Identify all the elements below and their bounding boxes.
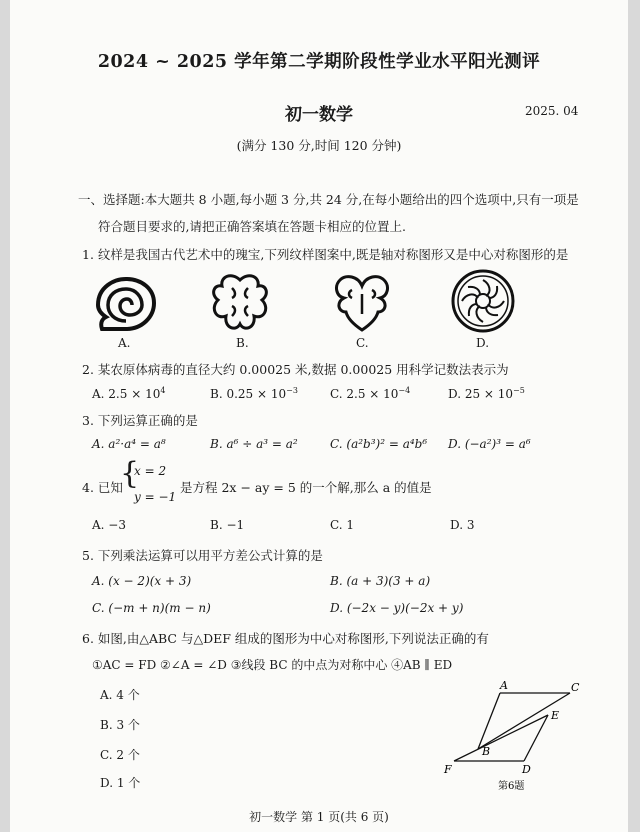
question-6-stem: 6. 如图,由△ABC 与△DEF 组成的图形为中心对称图形,下列说法正确的有 (82, 631, 489, 646)
subject-title: 初一数学 (285, 105, 353, 125)
exam-page (10, 0, 628, 832)
q3-option-c: C. (a²b³)² = a⁴b⁶ (330, 437, 428, 451)
q5-option-b: B. (a + 3)(3 + a) (330, 574, 431, 588)
label-d: D (522, 763, 531, 776)
pattern-a-figure (92, 275, 160, 335)
q5-option-d: D. (−2x − y)(−2x + y) (330, 601, 464, 615)
label-a: A (500, 679, 508, 692)
label-b: B (482, 745, 491, 758)
q5-option-a: A. (x − 2)(x + 3) (92, 574, 192, 588)
q1-option-b: B. (236, 336, 249, 350)
q1-option-c: C. (356, 336, 369, 350)
q3-option-d: D. (−a²)³ = a⁶ (448, 437, 531, 451)
q5-option-c: C. (−m + n)(m − n) (92, 601, 211, 615)
q2-option-a: A. $2.5 \times 10^4$ (92, 386, 166, 401)
q4-option-b: B. −1 (210, 518, 245, 532)
q6-statements: ①AC = FD ②∠A = ∠D ③线段 BC 的中点为对称中心 ④AB ∥ ED (92, 658, 453, 672)
q4-equation-y: y = −1 (134, 490, 177, 504)
q6-geometry-figure (440, 679, 590, 795)
exam-date: 2025. 04 (525, 104, 579, 118)
question-4-suffix: 是方程 2x − ay = 5 的一个解,那么 a 的值是 (180, 480, 432, 495)
label-c: C (571, 681, 580, 694)
exam-title: 2024 ~ 2025 学年第二学期阶段性学业水平阳光测评 (97, 52, 541, 72)
label-f: F (444, 763, 452, 776)
q1-option-d: D. (476, 336, 490, 350)
q4-equation-x: x = 2 (134, 464, 167, 478)
section-intro-line2: 符合题目要求的,请把正确答案填在答题卡相应的位置上. (98, 219, 406, 234)
q6-option-c: C. 2 个 (100, 748, 140, 762)
segment-fe (454, 715, 548, 761)
question-4-prefix: 4. 已知 (82, 480, 123, 495)
score-info: (满分 130 分,时间 120 分钟) (236, 138, 402, 153)
pattern-c-figure (330, 270, 394, 334)
q4-option-a: A. −3 (92, 518, 126, 532)
q6-option-b: B. 3 个 (100, 718, 140, 732)
q3-option-b: B. a⁶ ÷ a³ = a² (210, 437, 298, 451)
pattern-d-figure (450, 268, 516, 334)
system-brace: { (120, 456, 140, 491)
q1-option-a: A. (118, 336, 131, 350)
q2-option-c: C. $2.5 \times 10^{-4}$ (330, 386, 411, 401)
question-3-stem: 3. 下列运算正确的是 (82, 413, 198, 428)
section-intro-line1: 一、选择题:本大题共 8 小题,每小题 3 分,共 24 分,在每小题给出的四个选项中,只有一项是 (78, 192, 579, 207)
figure-caption: 第6题 (498, 781, 525, 792)
segment-de (524, 715, 548, 761)
pattern-b-figure (208, 270, 272, 334)
page-footer: 初一数学 第 1 页(共 6 页) (249, 810, 389, 824)
q6-option-a: A. 4 个 (100, 688, 140, 702)
question-2-stem: 2. 某农原体病毒的直径大约 0.00025 米,数据 0.00025 用科学记数法表示为 (82, 362, 509, 377)
question-1-stem: 1. 纹样是我国古代艺术中的瑰宝,下列纹样图案中,既是轴对称图形又是中心对称图形的是 (82, 247, 569, 262)
q2-option-b: B. $0.25 \times 10^{-3}$ (210, 386, 298, 401)
q3-option-a: A. a²·a⁴ = a⁸ (92, 437, 166, 451)
label-e: E (551, 709, 560, 722)
q4-option-c: C. 1 (330, 518, 355, 532)
q2-option-d: D. $25 \times 10^{-5}$ (448, 386, 525, 401)
q4-option-d: D. 3 (450, 518, 475, 532)
question-5-stem: 5. 下列乘法运算可以用平方差公式计算的是 (82, 548, 323, 563)
q6-option-d: D. 1 个 (100, 776, 141, 790)
